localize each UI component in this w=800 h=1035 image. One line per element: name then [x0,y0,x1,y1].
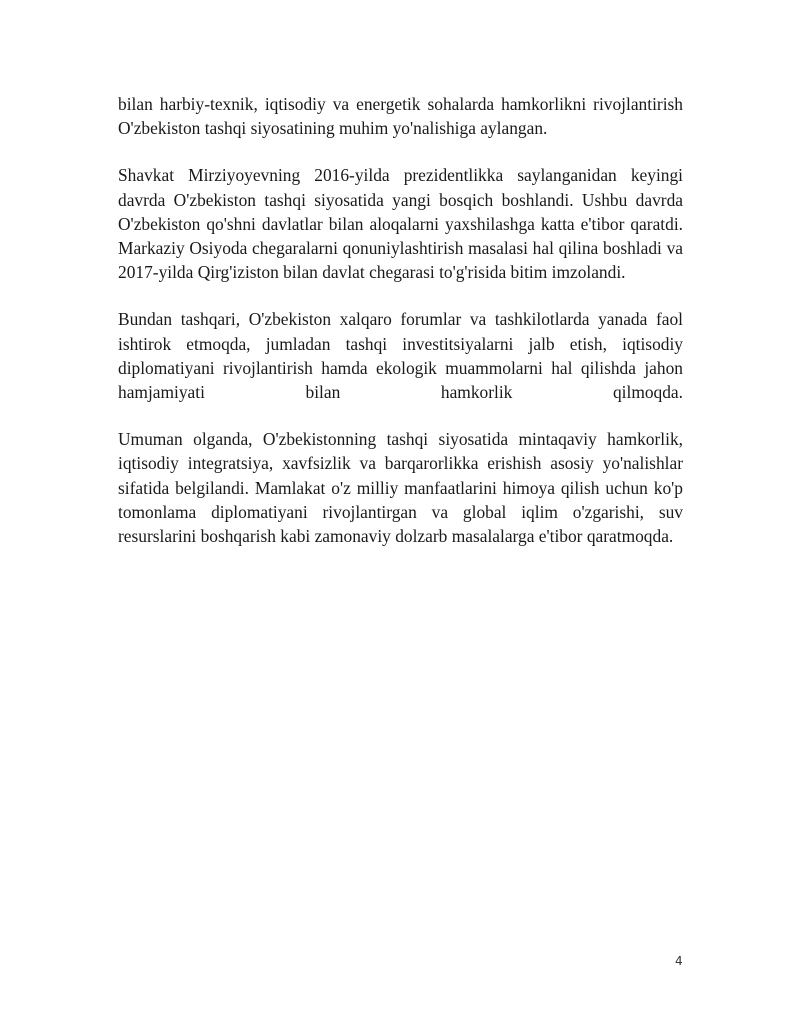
paragraph-2: Shavkat Mirziyoyevning 2016-yilda prezidentlikka saylanganidan keyingi davrda O'zbekiston tashqi siyosatida yangi bosqich boshlandi. Ushbu davrda O'zbekiston qo'shni davlatlar bilan aloqalarni yaxshilashga katta e'tibor qaratdi. Markaziy Osiyoda chegaralarni qonuniylashtirish masalasi hal qilina boshladi va 2017-yilda Qirg'iziston bilan davlat chegarasi to'g'risida bitim imzolandi. [118,165,683,283]
paragraph-4: Umuman olganda, O'zbekistonning tashqi siyosatida mintaqaviy hamkorlik, iqtisodiy integratsiya, xavfsizlik va barqarorlikka erishish asosiy yo'nalishlar sifatida belgilandi. Mamlakat o'z milliy manfaatlarini himoya qilish uchun ko'p tomonlama diplomatiyani rivojlantirgan va global iqlim o'zgarishi, suv resurslarini boshqarish kabi zamonaviy dolzarb masalalarga e'tibor qaratmoqda. [118,429,683,547]
paragraph-3: Bundan tashqari, O'zbekiston xalqaro forumlar va tashkilotlarda yanada faol ishtirok etmoqda, jumladan tashqi investitsiyalarni jalb etish, iqtisodiy diplomatiyani rivojlantirish hamda ekologik muammolarni hal qilishda jahon hamjamiyati bilan hamkorlik qilmoqda. [118,309,683,403]
document-body [118,92,683,571]
paragraph-1: bilan harbiy-texnik, iqtisodiy va energetik sohalarda hamkorlikni rivojlantirish O'zbekiston tashqi siyosatining muhim yo'nalishiga aylangan. [118,94,683,139]
page-number: 4 [675,954,683,968]
